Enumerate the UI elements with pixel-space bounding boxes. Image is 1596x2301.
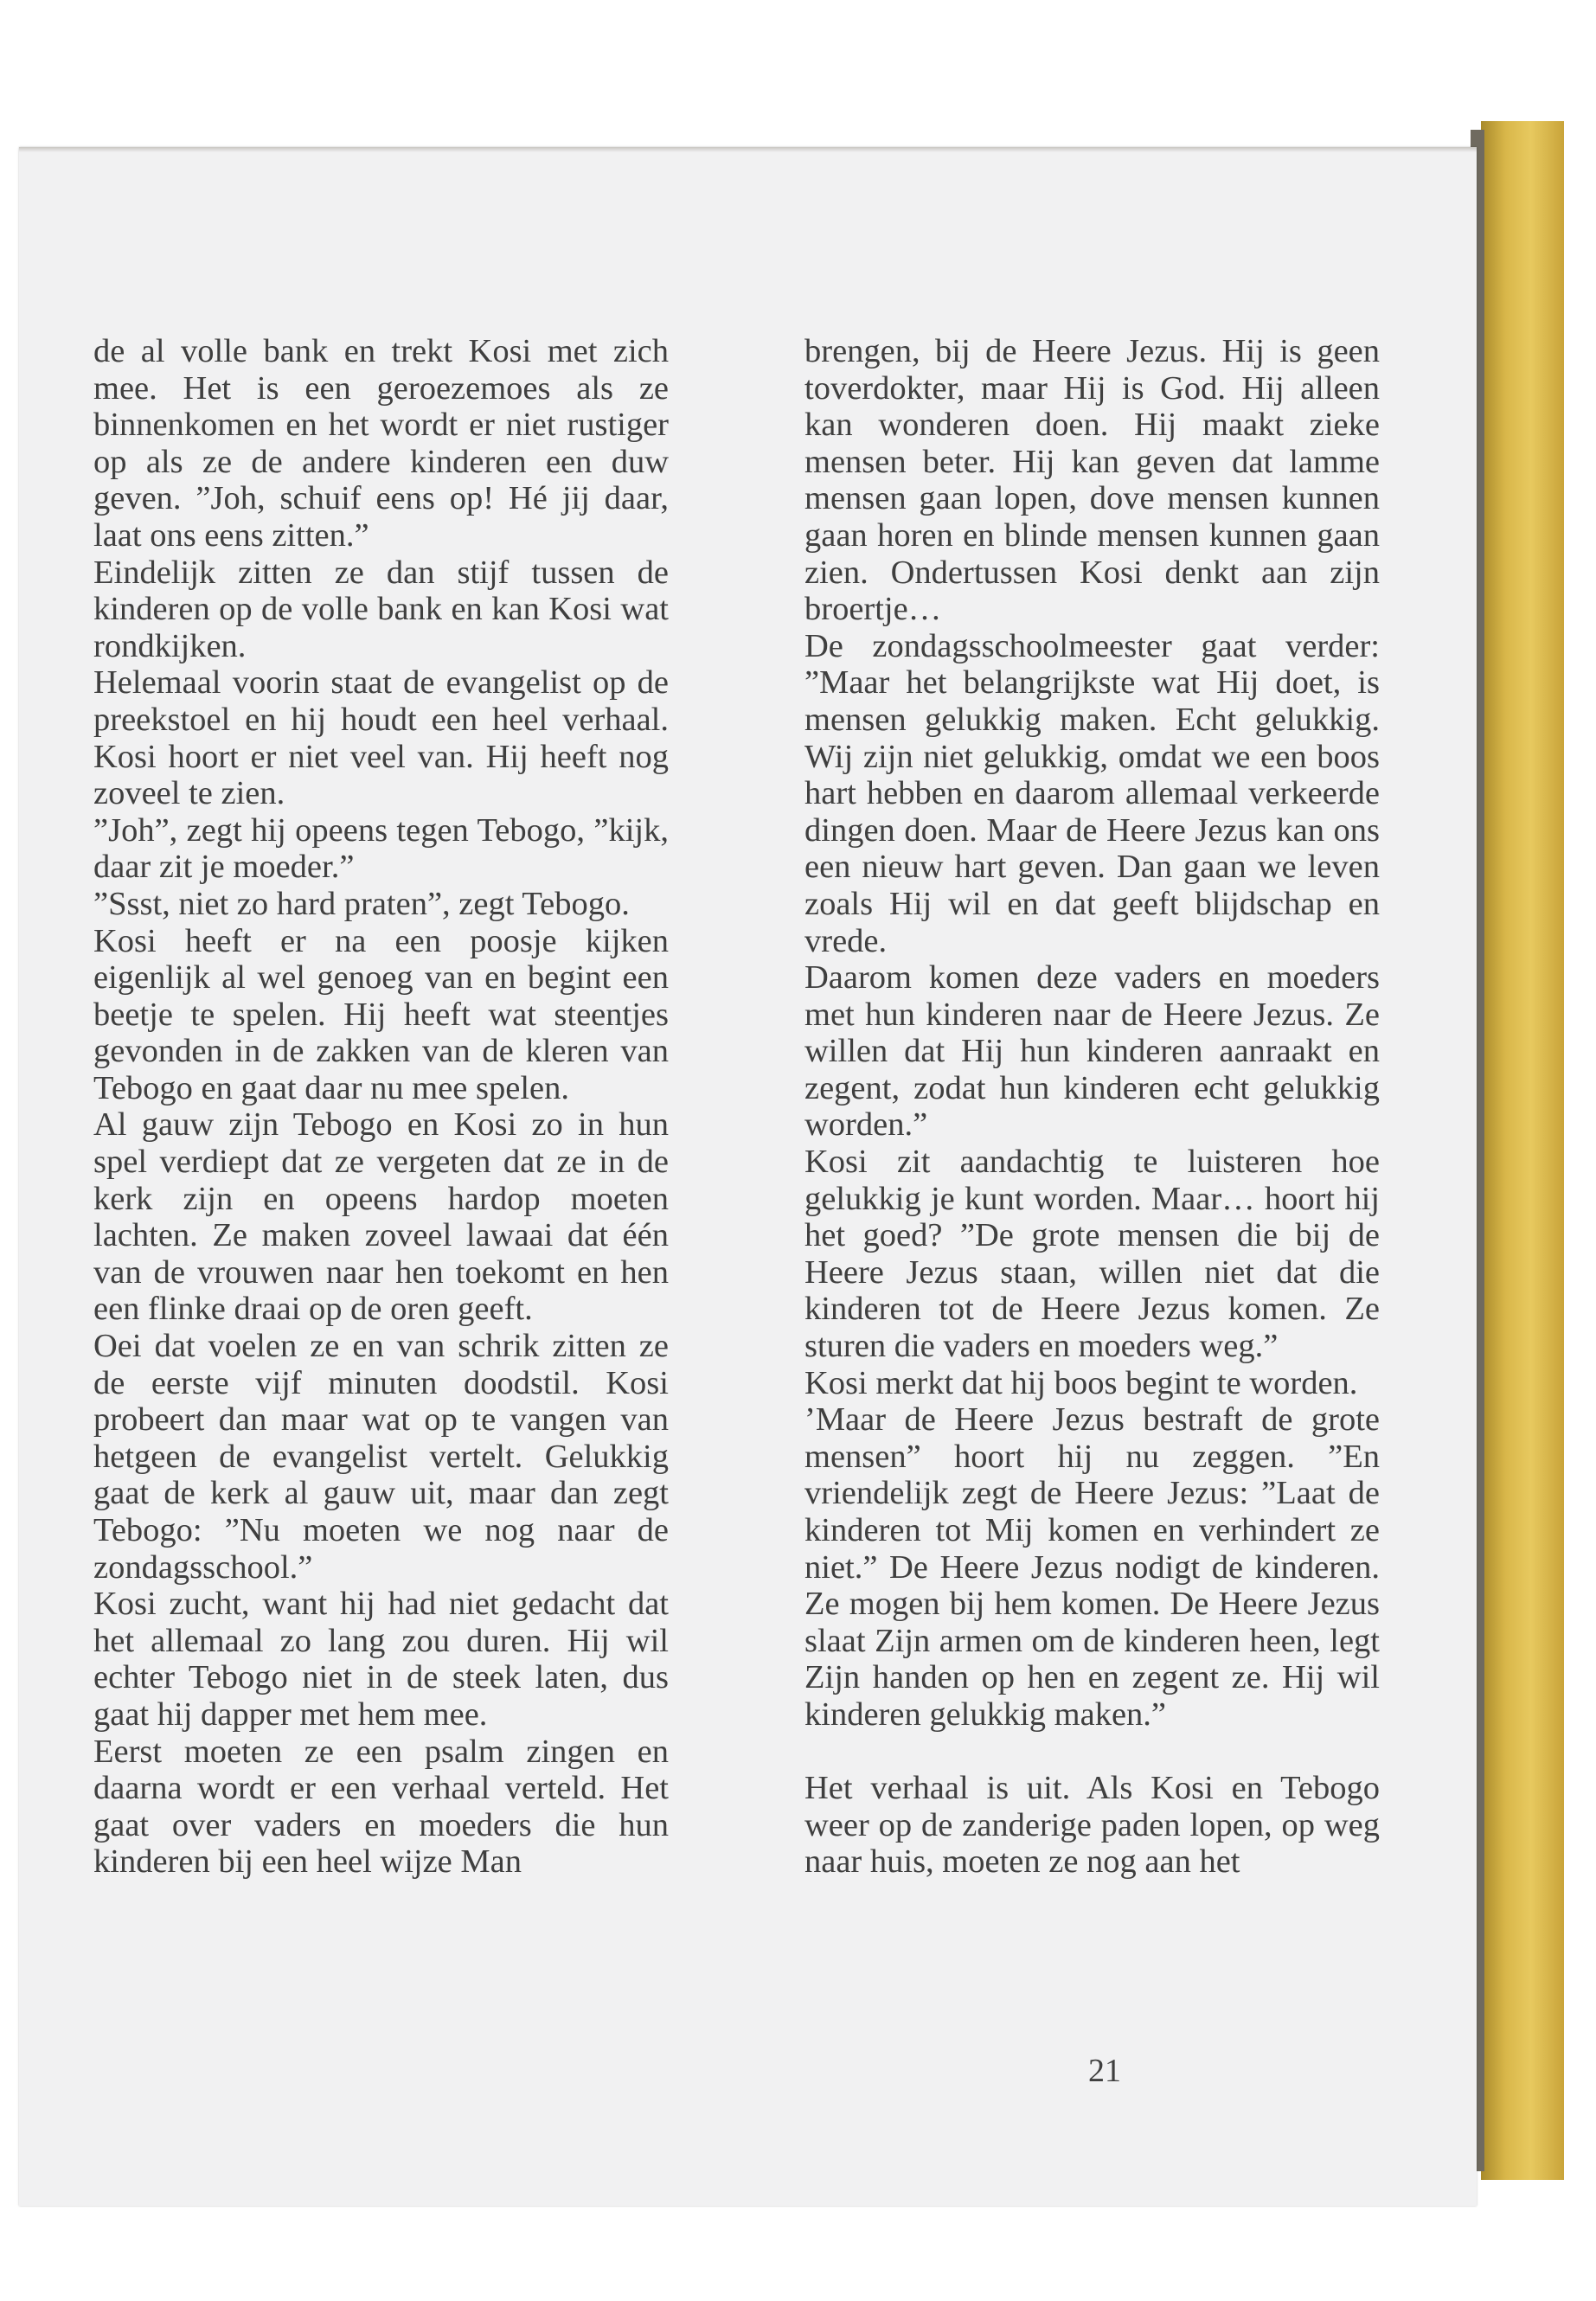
- paragraph: Kosi merkt dat hij boos begint te worden.: [804, 1364, 1358, 1401]
- paragraph: Kosi zit aandachtig te luisteren hoe gelukkig je kunt worden. Maar… hoort hij het goed? ”De grote mensen die bij de Heere Jezus staan, willen niet dat die kinderen tot de Heere Jezus komen. Ze sturen die vaders en moeders weg.”: [804, 1144, 1380, 1365]
- book-page: [19, 147, 1477, 2206]
- paragraph: Daarom komen deze vaders en moeders met hun kinderen naar de Heere Jezus. Ze willen dat Hij hun kinderen aanraakt en zegent, zodat hun kinderen echt gelukkig worden.”: [804, 959, 1380, 1144]
- page-top-shadow: [19, 147, 1477, 152]
- paragraph: de al volle bank en trekt Kosi met zich mee. Het is een geroezemoes als ze binnenkomen en het wordt er niet rustiger op als ze de andere kinderen een duw geven. ”Joh, schuif eens op! Hé jij daar, laat ons eens zitten.”: [93, 333, 669, 554]
- paragraph: De zondagsschoolmeester gaat verder: ”Maar het belangrijkste wat Hij doet, is mensen gelukkig maken. Echt gelukkig. Wij zijn niet gelukkig, omdat we een boos hart hebben en daarom allemaal verkeerde dingen doen. Maar de Heere Jezus kan ons een nieuw hart geven. Dan gaan we leven zoals Hij wil en dat geeft blijdschap en vrede.: [804, 627, 1380, 959]
- paragraph: Kosi heeft er na een poosje kijken eigenlijk al wel genoeg van en begint een beetje te spelen. Hij heeft wat steentjes gevonden in de zakken van de kleren van Tebogo en gaat daar nu mee spelen.: [93, 922, 669, 1106]
- paragraph: Al gauw zijn Tebogo en Kosi zo in hun spel verdiept dat ze vergeten dat ze in de kerk zijn en opeens hardop moeten lachten. Ze maken zoveel lawaai dat één van de vrouwen naar hen toekomt en hen een flinke draai op de oren geeft.: [93, 1106, 669, 1328]
- right-text-column: [804, 333, 1380, 1881]
- paragraph: ”Joh”, zegt hij opeens tegen Tebogo, ”kijk, daar zit je moeder.”: [93, 811, 669, 886]
- paragraph: ’Maar de Heere Jezus bestraft de grote mensen” hoort hij nu zeggen. ”En vriendelijk zegt de Heere Jezus: ”Laat de kinderen tot Mij komen en verhindert ze niet.” De Heere Jezus nodigt de kinderen. Ze mogen bij hem komen. De Heere Jezus slaat Zijn armen om de kinderen heen, legt Zijn handen op hen en zegent ze. Hij wil kinderen gelukkig maken.”: [804, 1401, 1380, 1733]
- page-number: 21: [1088, 2053, 1121, 2089]
- paragraph: ”Ssst, niet zo hard praten”, zegt Tebogo.: [93, 885, 630, 922]
- left-text-column: [93, 333, 669, 1881]
- paragraph: Oei dat voelen ze en van schrik zitten ze de eerste vijf minuten doodstil. Kosi probeert dan maar wat op te vangen van hetgeen de evangelist vertelt. Gelukkig gaat de kerk al gauw uit, maar dan zegt Tebogo: ”Nu moeten we nog naar de zondagsschool.”: [93, 1328, 669, 1586]
- paragraph: brengen, bij de Heere Jezus. Hij is geen toverdokter, maar Hij is God. Hij alleen kan wonderen doen. Hij maakt zieke mensen beter. Hij kan geven dat lamme mensen gaan lopen, dove mensen kunnen gaan horen en blinde mensen kunnen gaan zien. Ondertussen Kosi denkt aan zijn broertje…: [804, 333, 1380, 628]
- paragraph: Eindelijk zitten ze dan stijf tussen de kinderen op de volle bank en kan Kosi wat rondkijken.: [93, 554, 669, 664]
- paragraph: Eerst moeten ze een psalm zingen en daarna wordt er een verhaal verteld. Het gaat over vaders en moeders die hun kinderen bij een heel wijze Man: [93, 1733, 669, 1881]
- paragraph: Het verhaal is uit. Als Kosi en Tebogo weer op de zanderige paden lopen, op weg naar huis, moeten ze nog aan het: [804, 1770, 1380, 1881]
- paragraph: Kosi zucht, want hij had niet gedacht dat het allemaal zo lang zou duren. Hij wil echter Tebogo niet in de steek laten, dus gaat hij dapper met hem mee.: [93, 1586, 669, 1733]
- paragraph: Helemaal voorin staat de evangelist op de preekstoel en hij houdt een heel verhaal. Kosi hoort er niet veel van. Hij heeft nog zoveel te zien.: [93, 664, 669, 812]
- book-cover-edge: [1481, 121, 1564, 2180]
